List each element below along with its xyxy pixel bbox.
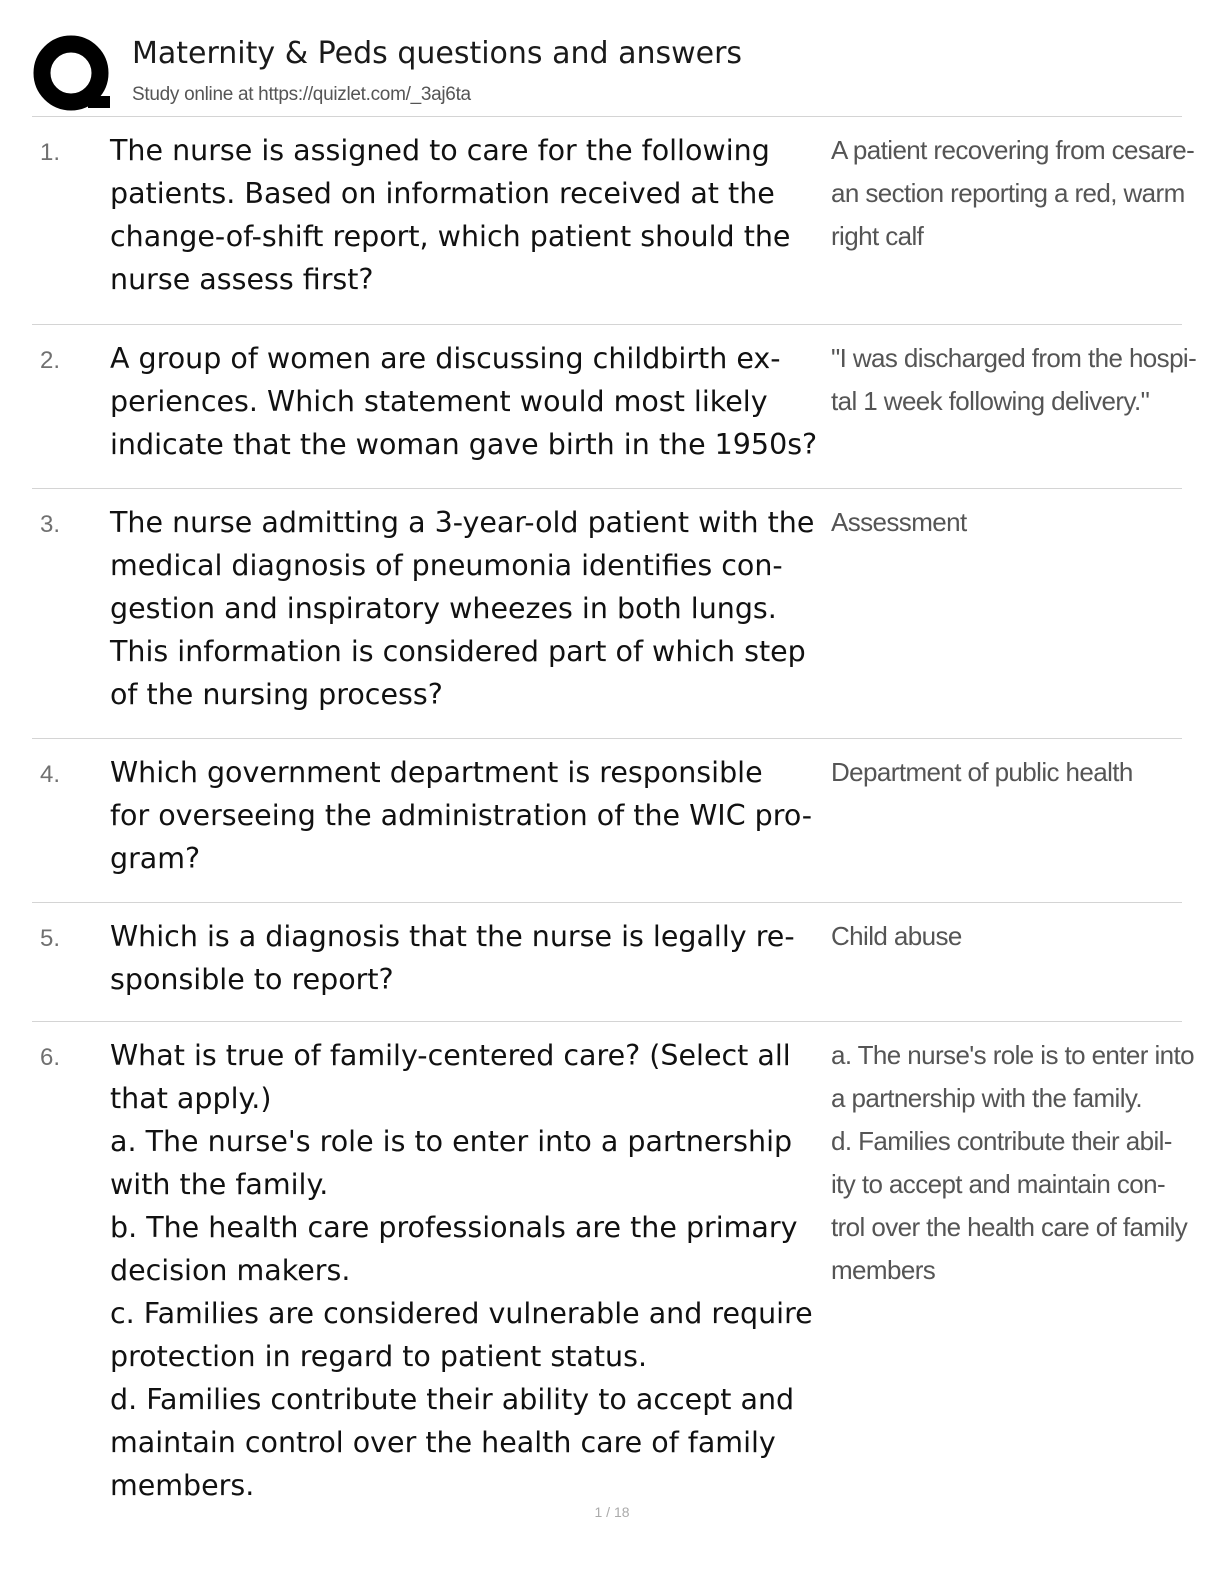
item-number: 1. [40,139,61,166]
question-line: sponsible to report? [110,963,394,996]
question-text [110,915,828,1001]
question-line: a. The nurse's role is to enter into a partnership [110,1125,793,1158]
question-line: that apply.) [110,1082,272,1115]
answer-line: a partnership with the family. [831,1083,1142,1113]
answer-text [831,915,1171,958]
question-text [110,751,828,880]
answer-text [831,751,1171,794]
item-number: 4. [40,761,61,788]
page-number: 1 / 18 [594,1504,630,1520]
question-line: change-of-shift report, which patient should the [110,220,791,253]
question-line: members. [110,1469,255,1502]
question-line: for overseeing the administration of the WIC pro- [110,799,813,832]
question-line: This information is considered part of which step [110,635,806,668]
question-line: nurse assess first? [110,263,374,296]
qa-item [32,1022,1194,1527]
question-line: periences. Which statement would most likely [110,385,768,418]
answer-line: an section reporting a red, warm [831,178,1185,208]
answer-text [831,501,1171,544]
answer-line: A patient recovering from cesare- [831,135,1195,165]
qa-item [32,117,1195,325]
question-line: with the family. [110,1168,329,1201]
item-number: 3. [40,511,61,538]
qa-item [32,489,1182,739]
question-line: protection in regard to patient status. [110,1340,648,1373]
question-line: The nurse is assigned to care for the following [110,134,770,167]
answer-line: d. Families contribute their abil- [831,1126,1172,1156]
answer-line: "I was discharged from the hospi- [831,343,1197,373]
question-line: d. Families contribute their ability to accept and [110,1383,795,1416]
question-answer-list [32,117,1197,1527]
answer-text [831,1034,1194,1292]
question-text [110,129,828,301]
study-online-link[interactable]: Study online at https://quizlet.com/_3aj6ta [132,84,471,105]
answer-line: a. The nurse's role is to enter into [831,1040,1194,1070]
question-line: What is true of family-centered care? (Select all [110,1039,791,1072]
question-line: c. Families are considered vulnerable and require [110,1297,813,1330]
question-line: indicate that the woman gave birth in the 1950s? [110,428,818,461]
question-text [110,501,828,716]
answer-line: Child abuse [831,921,962,951]
answer-line: members [831,1255,936,1285]
answer-line: Assessment [831,507,967,537]
question-line: Which is a diagnosis that the nurse is legally re- [110,920,795,953]
answer-line: ity to accept and maintain con- [831,1169,1166,1199]
question-line: patients. Based on information received at the [110,177,775,210]
item-number: 5. [40,925,61,952]
question-line: decision makers. [110,1254,351,1287]
document-header [32,34,1182,114]
qa-item [32,325,1197,489]
answer-line: tal 1 week following delivery." [831,386,1150,416]
answer-line: trol over the health care of family [831,1212,1188,1242]
answer-text [831,337,1197,423]
question-line: gram? [110,842,201,875]
question-line: A group of women are discussing childbirth ex- [110,342,781,375]
document-title: Maternity & Peds questions and answers [132,36,743,71]
answer-line: Department of public health [831,757,1133,787]
question-text [110,1034,828,1507]
question-line: gestion and inspiratory wheezes in both lungs. [110,592,777,625]
question-line: medical diagnosis of pneumonia identifies con- [110,549,783,582]
question-text [110,337,828,466]
qa-item [32,739,1182,903]
quizlet-logo-icon [32,34,112,114]
qa-item [32,903,1182,1022]
answer-text [831,129,1195,258]
question-line: maintain control over the health care of family [110,1426,776,1459]
question-line: The nurse admitting a 3-year-old patient with the [110,506,815,539]
question-line: Which government department is responsible [110,756,763,789]
item-number: 6. [40,1044,61,1071]
question-line: b. The health care professionals are the primary [110,1211,798,1244]
item-number: 2. [40,347,61,374]
question-line: of the nursing process? [110,678,443,711]
answer-line: right calf [831,221,924,251]
